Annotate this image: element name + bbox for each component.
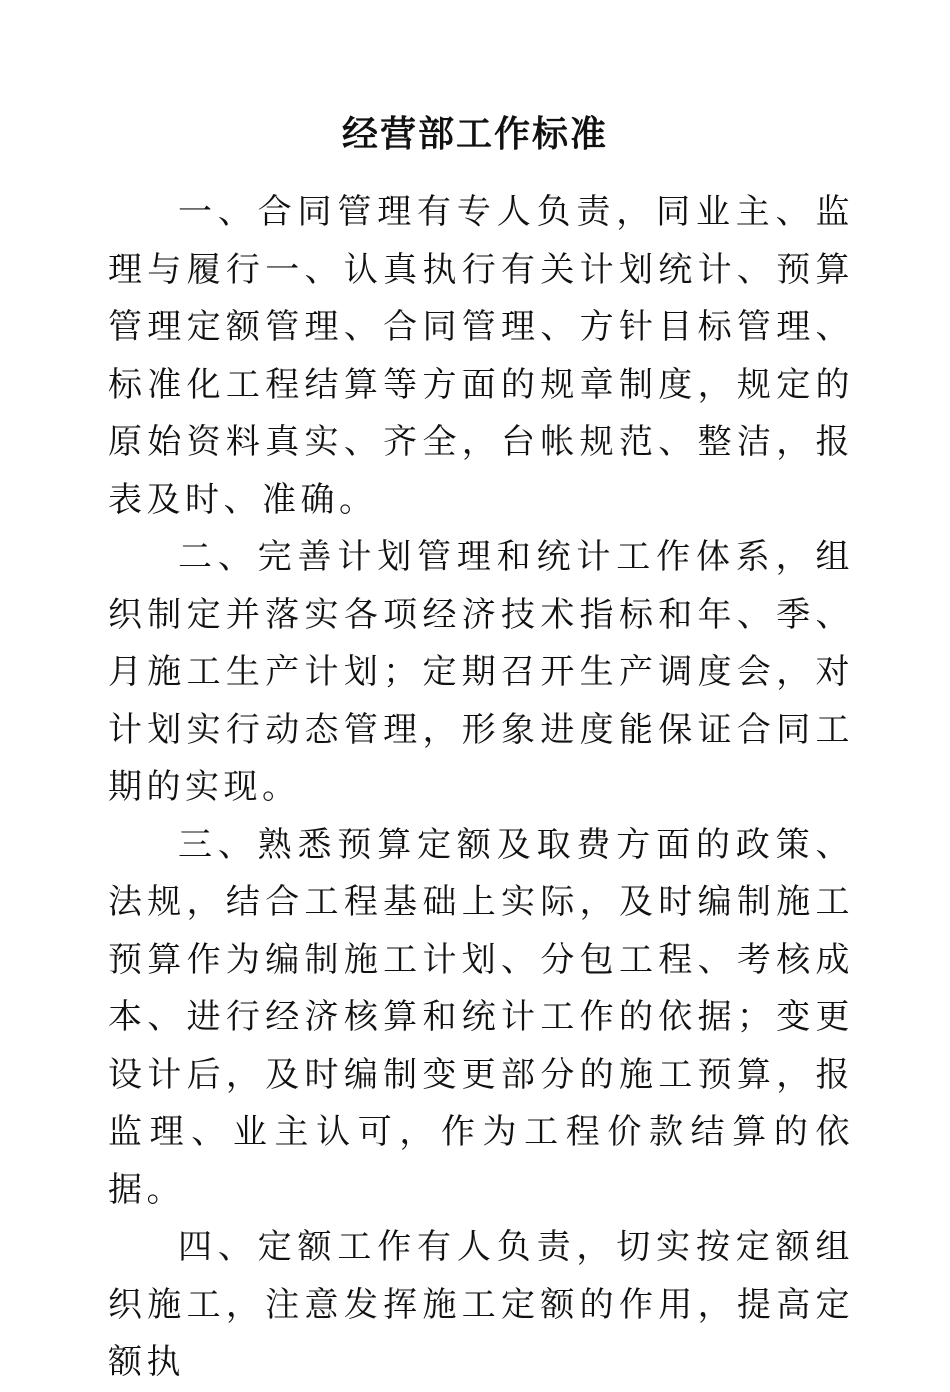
document-body: [108, 184, 854, 1392]
paragraph-contract-management: 一、合同管理有专人负责，同业主、监理与履行一、认真执行有关计划统计、预算管理定额管理、合同管理、方针目标管理、标准化工程结算等方面的规章制度，规定的原始资料真实、齐全，台帐规范、整洁，报表及时、准确。: [108, 192, 854, 520]
paragraph-planning-statistics: 二、完善计划管理和统计工作体系，组织制定并落实各项经济技术指标和年、季、月施工生产计划；定期召开生产调度会，对计划实行动态管理，形象进度能保证合同工期的实现。: [108, 537, 854, 807]
paragraph-budget-quota: 三、熟悉预算定额及取费方面的政策、法规，结合工程基础上实际，及时编制施工预算作为编制施工计划、分包工程、考核成本、进行经济核算和统计工作的依据；变更设计后，及时编制变更部分的施工预算，报监理、业主认可，作为工程价款结算的依据。: [108, 824, 854, 1210]
document-title: 经营部工作标准: [341, 113, 608, 155]
paragraph-quota-work: 四、定额工作有人负责，切实按定额组织施工，注意发挥施工定额的作用，提高定额执: [108, 1227, 854, 1382]
